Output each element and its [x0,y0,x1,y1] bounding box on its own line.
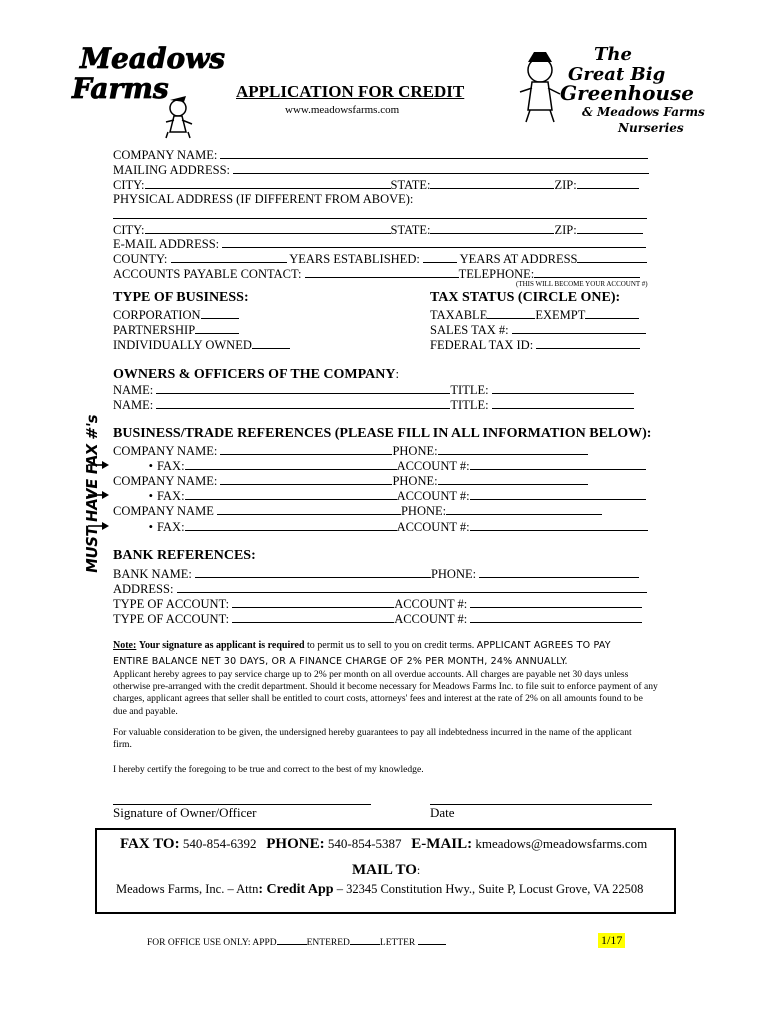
mail-to-colon: : [416,863,421,877]
ref-company-label: COMPANY NAME: [113,444,218,458]
mail-credit-app: Credit App [263,882,334,897]
type-of-business-heading: TYPE OF BUSINESS: [113,290,249,305]
ref3-fax-row [113,519,648,534]
bank-phone-field[interactable] [479,566,639,578]
zip-label: ZIP: [554,223,577,237]
ref-phone-label: PHONE: [400,504,447,518]
bank-name-row [113,566,639,581]
taxable-label: TAXABLE [430,308,488,322]
owner-title-label: TITLE: [450,383,489,397]
zip-field[interactable] [577,177,639,189]
state-label: STATE: [390,178,431,192]
bullet: • [148,520,153,534]
state-label: STATE: [390,223,431,237]
trade-references-heading: BUSINESS/TRADE REFERENCES (PLEASE FILL IN ALL INFORMATION BELOW): [113,426,652,441]
federal-tax-row [430,337,640,352]
agreement-line-2: ENTIRE BALANCE NET 30 DAYS, OR A FINANCE CHARGE OF 2% PER MONTH, 24% ANNUALLY. [113,656,568,667]
note-bold-text: Your signature as applicant is required [138,640,305,651]
arrow-right-icon [88,490,110,500]
physical-address-label: PHYSICAL ADDRESS (IF DIFFERENT FROM ABOVE): [113,192,414,206]
mail-attn-colon: : [258,882,264,897]
bank-account-field[interactable] [470,596,642,608]
telephone-note: (THIS WILL BECOME YOUR ACCOUNT #) [516,280,648,288]
county-label: COUNTY: [113,252,168,266]
mailing-address-label: MAILING ADDRESS: [113,163,231,177]
owner-row-2 [113,397,634,412]
office-use-label: FOR OFFICE USE ONLY: APPD [147,938,277,948]
city-label: CITY: [113,178,145,192]
svg-text:Great Big: Great Big [568,64,666,85]
federal-tax-field[interactable] [536,337,640,349]
owner-name-field[interactable] [156,397,450,409]
mail-addressee: Meadows Farms, Inc. – Attn [116,882,259,896]
ref-company-field[interactable] [220,443,392,455]
bank-phone-label: PHONE: [430,567,477,581]
type-of-account-field[interactable] [232,596,394,608]
ref-account-label: ACCOUNT #: [396,489,470,503]
corporation-label: CORPORATION [113,308,201,322]
terms-paragraph-1: Applicant hereby agrees to pay service charge up to 2% per month on all overdue accounts. All charges are payable net 30 days unless otherwise pre-arranged with the credit department. Should it become necessary for Meadows Farms Inc. to file suit to enforce payment of any charges, applicant agrees that seller shall be entitled to court costs, attorneys' fees and interest at the rate of 2% on all amounts found to be due and payable. [113,669,658,717]
sales-tax-field[interactable] [512,322,646,334]
bank-name-field[interactable] [195,566,431,578]
ref-account-field[interactable] [470,519,648,531]
ref-phone-field[interactable] [446,503,602,515]
arrow-right-icon [88,460,110,470]
version-badge: 1/17 [598,933,625,948]
city-row-2 [113,222,643,237]
city-label: CITY: [113,223,145,237]
ref-account-label: ACCOUNT #: [396,459,470,473]
bank-name-label: BANK NAME: [113,567,192,581]
appd-field[interactable] [277,935,307,945]
ref-fax-label: FAX: [157,489,185,503]
mail-to-label: MAIL TO [352,862,417,878]
ref-fax-label: FAX: [157,520,185,534]
date-line[interactable] [430,792,652,805]
owners-heading: OWNERS & OFFICERS OF THE COMPANY [113,367,396,382]
years-at-address-label: YEARS AT ADDRESS [459,252,578,266]
ref1-fax-row [113,458,646,473]
city-field[interactable] [145,177,391,189]
years-established-field[interactable] [423,251,457,263]
email-address[interactable]: kmeadows@meadowsfarms.com [475,836,648,851]
must-have-fax-note: MUST HAVE FAX #'s [83,413,101,575]
company-name-field[interactable] [220,147,648,159]
date-label: Date [430,805,455,820]
phone-number: 540-854-5387 [327,836,402,851]
ref3-company-row [113,503,602,518]
ref2-company-row [113,473,588,488]
email-field[interactable] [222,236,646,248]
entered-label: ENTERED [306,938,350,948]
bullet: • [148,459,153,473]
great-big-greenhouse-logo [510,40,705,140]
mailing-address-row [113,162,649,177]
type-of-account-label: TYPE OF ACCOUNT: [113,612,230,626]
email-label: E-MAIL: [411,836,473,852]
signature-line[interactable] [113,792,371,805]
sales-tax-row [430,322,646,337]
note-label: Note: [113,640,137,651]
zip-label: ZIP: [554,178,577,192]
partnership-field[interactable] [195,322,239,334]
owner-title-label: TITLE: [450,398,489,412]
years-at-address-field[interactable] [577,251,647,263]
exempt-label: EXEMPT [535,308,586,322]
letter-label: LETTER [379,938,416,948]
city-row [113,177,639,192]
ref-phone-label: PHONE: [392,444,438,458]
svg-text:Greenhouse: Greenhouse [560,81,695,105]
mail-to-heading [352,862,420,879]
office-use-line [147,935,446,948]
ref-account-field[interactable] [470,458,646,470]
ref2-fax-row [113,488,646,503]
contact-line [120,836,647,853]
owner-name-label: NAME: [113,383,154,397]
partnership-label: PARTNERSHIP [113,323,196,337]
bank-references-heading: BANK REFERENCES: [113,548,256,563]
county-row [113,251,647,266]
svg-text:The: The [594,44,632,65]
type-of-account-field[interactable] [232,611,394,623]
entered-field[interactable] [350,935,380,945]
owner-title-field[interactable] [492,397,634,409]
bank-account-label: ACCOUNT #: [394,612,468,626]
svg-text:Nurseries: Nurseries [618,121,684,135]
owners-heading-row [113,366,399,383]
taxable-row [430,307,639,322]
document-title: APPLICATION FOR CREDIT [236,82,465,101]
email-row [113,236,646,251]
agreement-line-1: APPLICANT AGREES TO PAY [476,640,611,651]
owner-row-1 [113,382,634,397]
terms-paragraph-3: I hereby certify the foregoing to be true and correct to the best of my knowledge. [113,764,424,775]
fax-label: FAX TO: [120,836,180,852]
state-field[interactable] [430,222,554,234]
bank-account-field[interactable] [470,611,642,623]
svg-text:Meadows: Meadows [80,42,226,75]
zip-field[interactable] [577,222,643,234]
ref-fax-field[interactable] [185,458,397,470]
years-established-label: YEARS ESTABLISHED: [289,252,420,266]
ref-fax-field[interactable] [185,519,397,531]
telephone-label: TELEPHONE: [458,267,535,281]
bank-address-field[interactable] [177,581,647,593]
individually-owned-label: INDIVIDUALLY OWNED [113,338,252,352]
federal-tax-label: FEDERAL TAX ID: [430,338,534,352]
svg-text:Farms: Farms [72,72,169,105]
bank-address-label: ADDRESS: [113,582,174,596]
partnership-row [113,322,239,337]
tax-status-heading: TAX STATUS (CIRCLE ONE): [430,290,621,305]
bank-account-row-2 [113,611,642,626]
ap-contact-row [113,266,640,281]
meadows-farms-logo [70,40,226,140]
ref1-company-row [113,443,588,458]
mail-street-address: – 32345 Constitution Hwy., Suite P, Locust Grove, VA 22508 [333,882,644,896]
state-field[interactable] [430,177,554,189]
email-label: E-MAIL ADDRESS: [113,237,220,251]
type-of-account-label: TYPE OF ACCOUNT: [113,597,230,611]
letter-field[interactable] [418,935,446,945]
ref-phone-label: PHONE: [392,474,438,488]
website: www.meadowsfarms.com [285,104,400,116]
corporation-field[interactable] [201,307,239,319]
note-rest-text: to permit us to sell to you on credit terms. [304,640,475,651]
mailing-address-field[interactable] [233,162,649,174]
ref-account-label: ACCOUNT #: [396,520,470,534]
physical-address-field[interactable] [113,207,647,223]
ref-company-label: COMPANY NAME: [113,474,218,488]
company-name-row [113,147,648,162]
svg-text:& Meadows Farms: & Meadows Farms [582,105,705,119]
sales-tax-label: SALES TAX #: [430,323,509,337]
bullet: • [148,489,153,503]
taxable-field[interactable] [487,307,535,319]
ref-company-label: COMPANY NAME [113,504,214,518]
ref-phone-field[interactable] [438,473,588,485]
corporation-row [113,307,239,322]
owner-name-label: NAME: [113,398,154,412]
city-field[interactable] [145,222,391,234]
ref-company-field[interactable] [217,503,401,515]
individually-owned-field[interactable] [252,337,290,349]
exempt-field[interactable] [585,307,639,319]
ref-fax-field[interactable] [185,488,397,500]
bank-account-label: ACCOUNT #: [394,597,468,611]
mailing-address-line [116,882,643,898]
ref-phone-field[interactable] [438,443,588,455]
bank-account-row-1 [113,596,642,611]
phone-label: PHONE: [266,836,325,852]
ref-company-field[interactable] [220,473,392,485]
bank-address-row [113,581,647,596]
owner-title-field[interactable] [492,382,634,394]
company-name-label: COMPANY NAME: [113,148,218,162]
owners-heading-colon: : [395,366,400,381]
telephone-field[interactable] [534,266,640,278]
ap-contact-field[interactable] [305,266,459,278]
ap-contact-label: ACCOUNTS PAYABLE CONTACT: [113,267,302,281]
terms-paragraph-2: For valuable consideration to be given, the undersigned hereby guarantees to pay all indebtedness incurred in the name of the applicant firm. [113,727,632,751]
ref-account-field[interactable] [470,488,646,500]
ref-fax-label: FAX: [157,459,185,473]
arrow-right-icon [88,521,110,531]
fax-number: 540-854-6392 [182,836,257,851]
note-line [113,640,611,651]
individually-owned-row [113,337,290,352]
county-field[interactable] [171,251,287,263]
owner-name-field[interactable] [156,382,450,394]
signature-label: Signature of Owner/Officer [113,805,257,820]
